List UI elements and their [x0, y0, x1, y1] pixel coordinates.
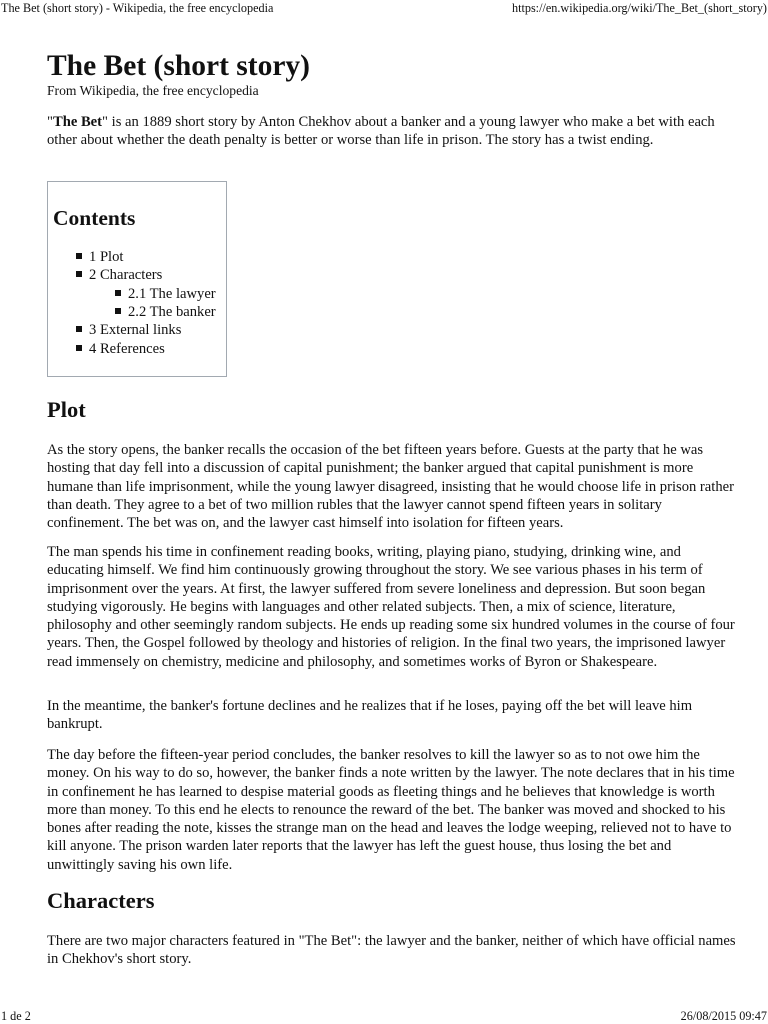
intro-quote-open: " [47, 114, 53, 130]
bullet-icon [115, 290, 121, 296]
print-page-number: 1 de 2 [1, 1009, 31, 1023]
bullet-icon [115, 308, 121, 314]
print-header [0, 0, 768, 16]
print-datetime: 26/08/2015 09:47 [680, 1009, 767, 1023]
article-subtitle: From Wikipedia, the free encyclopedia [47, 83, 259, 98]
toc-item-references[interactable] [76, 340, 165, 358]
toc-item-characters[interactable] [76, 266, 162, 284]
section-heading-characters: Characters [47, 888, 155, 913]
plot-paragraph: The day before the fifteen-year period concludes, the banker resolves to kill the lawyer so as to not owe him the money. On his way to do so, however, the banker finds a note written by the lawyer. The note declares that in his time in confinement he has learned to despise material goods as fleeting things and he believes that knowledge is worth more than money. To this end he elects to renounce the reward of the bet. The banker was moved and shocked to his bones after reading the note, kisses the strange man on the head and leaves the lodge weeping, relieved not to have to kill anyone. The prison warden later reports that the lawyer has left the guest house, thus losing the bet and unwittingly saving his own life. [47, 747, 735, 873]
toc-item-label[interactable]: 2.1 The lawyer [128, 286, 216, 302]
page-title: The Bet (short story) [47, 50, 310, 82]
print-footer [0, 1008, 768, 1024]
bullet-icon [76, 345, 82, 351]
toc-item-plot[interactable] [76, 248, 123, 266]
toc-item-external-links[interactable] [76, 321, 181, 339]
toc-item-label[interactable]: 2.2 The banker [128, 304, 216, 320]
bullet-icon [76, 253, 82, 259]
toc-item-the-lawyer[interactable] [115, 285, 216, 303]
plot-paragraph: As the story opens, the banker recalls the occasion of the bet fifteen years before. Guests at the party that he was hosting that day fell into a discussion of capital punishment; the banker argued that capital punishment is more humane than life imprisonment, while the young lawyer disagreed, insisting that he would choose life in prison rather than death. They agree to a bet of two million rubles that the lawyer cannot spend fifteen years in solitary confinement. The bet was on, and the lawyer cast himself into isolation for fifteen years. [47, 442, 734, 532]
print-page-url: https://en.wikipedia.org/wiki/The_Bet_(short_story) [511, 1, 767, 15]
toc-item-label[interactable]: 4 References [89, 341, 165, 357]
print-page-title: The Bet (short story) - Wikipedia, the free encyclopedia [1, 1, 274, 15]
toc-item-label[interactable]: 1 Plot [89, 249, 124, 265]
toc-item-label[interactable]: 2 Characters [89, 267, 163, 283]
bullet-icon [76, 326, 82, 332]
plot-paragraph: In the meantime, the banker's fortune declines and he realizes that if he loses, paying off the bet will leave him bankrupt. [47, 698, 693, 733]
bullet-icon [76, 271, 82, 277]
characters-paragraph: There are two major characters featured in "The Bet": the lawyer and the banker, neither of which have official names in Chekhov's short story. [47, 933, 736, 968]
plot-paragraph: The man spends his time in confinement reading books, writing, playing piano, studying, drinking wine, and educating himself. We find him continuously growing throughout the story. We see various phases in his term of imprisonment over the years. At first, the lawyer suffered from severe loneliness and depression. But soon began studying vigorously. He begins with languages and other related subjects. Then, a mix of science, literature, philosophy and other seemingly random subjects. He ends up reading some six hundred volumes in the course of four years. Then, the Gospel followed by theology and histories of religion. In the final two years, the imprisoned lawyer read immensely on chemistry, medicine and philosophy, and sometimes works of Byron or Shakespeare. [47, 544, 735, 670]
intro-paragraph [47, 113, 737, 150]
section-heading-plot: Plot [47, 397, 86, 422]
intro-text: " is an 1889 short story by Anton Chekhov about a banker and a young lawyer who make a bet with each other about whether the death penalty is better or worse than life in prison. The story has a twist ending. [47, 114, 715, 149]
intro-bold-title: The Bet [52, 114, 103, 130]
toc-item-the-banker[interactable] [115, 303, 216, 321]
toc-title: Contents [53, 206, 136, 230]
toc-item-label[interactable]: 3 External links [89, 322, 182, 338]
